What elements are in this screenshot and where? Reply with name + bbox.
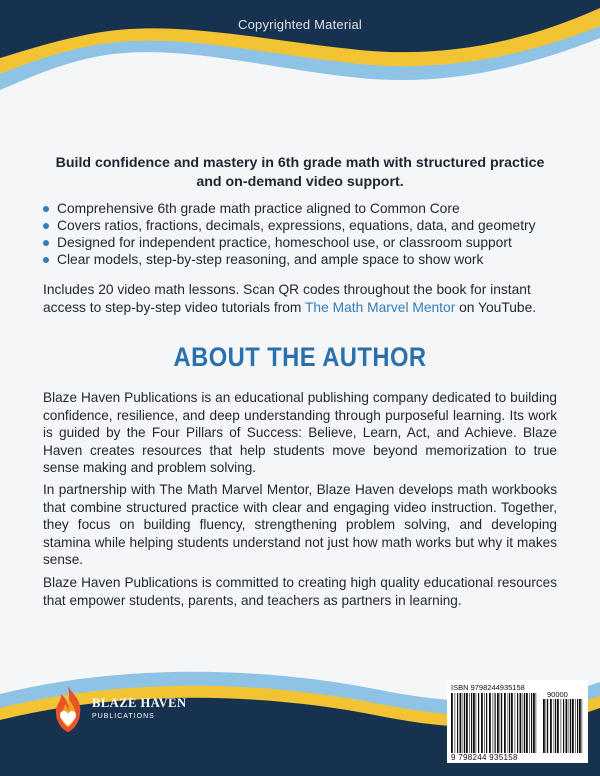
publisher-logo	[48, 682, 198, 736]
about-paragraph: Blaze Haven Publications is an educational publishing company dedicated to building confidence, resilience, and deep understanding through purposeful learning. Its work is guided by the Four Pillars of Success: Believe, Learn, Act, and Achieve. Blaze Haven creates resources that help students move beyond memorization to true sense making and problem solving.	[43, 390, 557, 476]
barcode-addon-bars	[543, 699, 584, 753]
copyright-watermark: Copyrighted Material	[238, 17, 362, 32]
logo-name: BLAZE HAVEN	[92, 696, 187, 710]
video-note-end: on YouTube.	[455, 300, 537, 315]
video-note	[43, 281, 557, 317]
about-paragraph: In partnership with The Math Marvel Mentor, Blaze Haven develops math workbooks that combine structured practice with clear and engaging video instruction. Together, they focus on building fluency, strengthening problem solving, and developing stamina while helping students understand not just how math works but why it makes sense.	[43, 482, 557, 568]
feature-list	[43, 200, 557, 268]
video-note-text: Includes 20 video math lessons. Scan QR codes throughout the book for instant access to step-by-step video tutorials from	[43, 282, 531, 315]
about-paragraph: Blaze Haven Publications is committed to creating high quality educational resources that empower students, parents, and teachers as partners in learning.	[43, 575, 557, 608]
feature-item: Covers ratios, fractions, decimals, expressions, equations, data, and geometry	[43, 217, 557, 234]
logo-subtitle: PUBLICATIONS	[92, 713, 155, 720]
intro-text: Build confidence and mastery in 6th grade math with structured practice and on-demand video support.	[55, 155, 545, 190]
feature-item: Comprehensive 6th grade math practice aligned to Common Core	[43, 200, 557, 217]
flame-heart-icon	[48, 682, 88, 736]
feature-item: Designed for independent practice, homeschool use, or classroom support	[43, 234, 557, 251]
barcode-main-bars	[451, 693, 537, 753]
barcode-number: 9 798244 935158	[451, 753, 518, 762]
barcode-addon-number: 90000	[547, 690, 568, 699]
isbn-label: ISBN 9798244935158	[451, 683, 525, 692]
youtube-channel-link[interactable]: The Math Marvel Mentor	[305, 300, 456, 315]
isbn-barcode	[447, 680, 588, 763]
about-heading: ABOUT THE AUTHOR	[173, 342, 427, 372]
feature-item: Clear models, step-by-step reasoning, and ample space to show work	[43, 251, 557, 268]
